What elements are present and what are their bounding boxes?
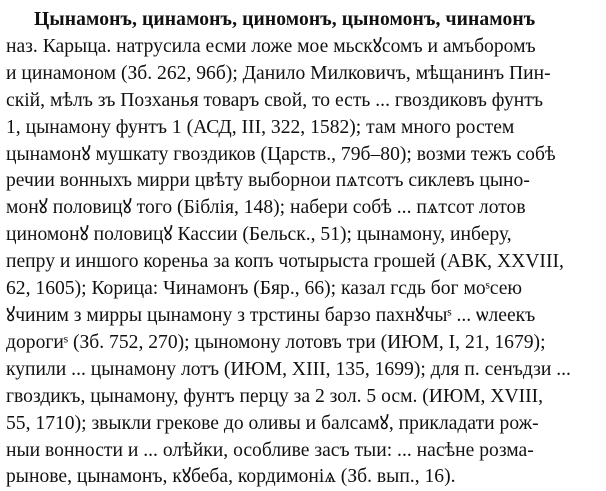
- entry-line-2: наз. Карыца. натрусила есми ложе мое мьскꙋсомъ и амъборомъ: [6, 35, 536, 57]
- entry-line-4: скій, мѣлъ зъ Позханья товаръ свой, то есть ... гвоздиковъ фунтъ: [6, 89, 543, 111]
- entry-line-14: купили ... цынамону лотъ (ИЮМ, XIII, 135, 1699); для п. сенъдзи ...: [6, 358, 571, 380]
- entry-line-7: речии вонныхъ мирри цвѣту выборнои пѧтсотъ сиклевъ цыно-: [6, 170, 530, 192]
- dictionary-entry: [6, 7, 602, 491]
- entry-line-17: ныи вонности и ... олѣйки, особливе засъ тыи: ... насѣне розма-: [6, 439, 534, 461]
- entry-line-10: пепру и иншого кореньа за копъ чотырыста грошей (АВК, XXVIII,: [6, 251, 564, 273]
- entry-line-3: и цинамоном (Зб. 262, 96б); Данило Милковичъ, мѣщанинъ Пин-: [6, 62, 551, 84]
- entry-line-5: 1, цынамону фунтъ 1 (АСД, III, 322, 1582); там много ростем: [6, 116, 515, 138]
- entry-line-1: [6, 7, 602, 34]
- entry-line-16: 55, 1710); звыкли грекове до оливы и балсамꙋ, прикладати рож-: [6, 412, 539, 434]
- headword: Цынамонъ, цинамонъ, циномонъ, цыномонъ, чинамонъ: [34, 9, 536, 30]
- entry-line-18: рынове, цынамонъ, кꙋбеба, кордимоніѧ (Зб. вып., 16).: [6, 466, 456, 488]
- entry-line-9: циномонꙋ половицꙋ Кассии (Бельск., 51); цынамону, инберу,: [6, 224, 512, 246]
- entry-line-15: гвоздикъ, цынамону, фунтъ перцу за 2 зол. 5 осм. (ИЮМ, XVIII,: [6, 385, 544, 407]
- entry-line-8: монꙋ половицꙋ того (Біблія, 148); набери собѣ ... пѧтсот лотов: [6, 197, 526, 219]
- entry-line-12: ꙋчиним з мирры цынамону з трстины барзо пахнꙋчыˢ ... ѡлеекъ: [6, 304, 536, 326]
- entry-line-13: дорогиˢ (Зб. 752, 270); цыномону лотовъ три (ИЮМ, I, 21, 1679);: [6, 331, 546, 353]
- entry-line-6: цынамонꙋ мушкату гвоздиков (Царств., 79б–80); возми тежъ собѣ: [6, 143, 556, 165]
- entry-line-11: 62, 1605); Корица: Чинамонъ (Бяр., 66); казал гсдь бог моˢсею: [6, 278, 523, 300]
